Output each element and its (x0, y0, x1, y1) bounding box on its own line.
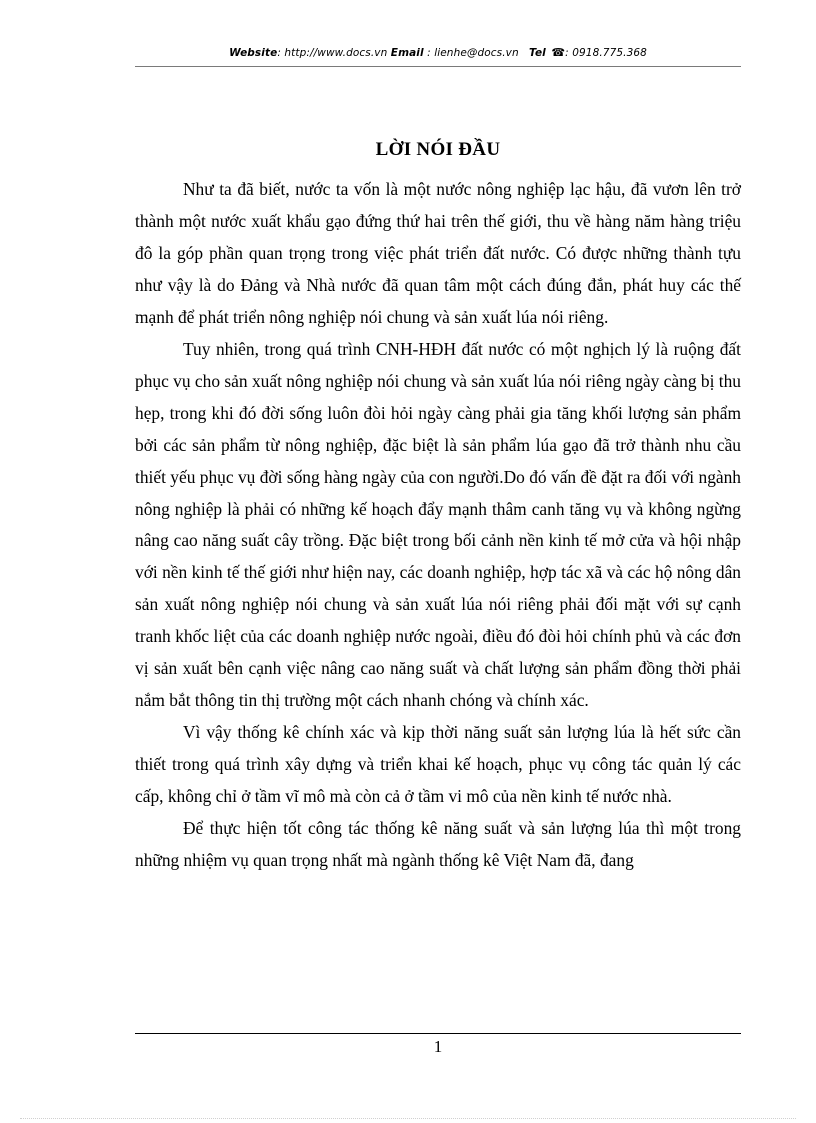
header-divider (135, 66, 741, 67)
paragraph: Tuy nhiên, trong quá trình CNH-HĐH đất nước có một nghịch lý là ruộng đất phục vụ cho sản xuất nông nghiệp nói chung và sản xuất lúa nói riêng ngày càng bị thu hẹp, trong khi đó đời sống luôn đòi hỏi ngày càng phải gia tăng khối lượng sản phẩm bởi các sản phẩm từ nông nghiệp, đặc biệt là sản phẩm lúa gạo đã trở thành nhu cầu thiết yếu phục vụ đời sống hàng ngày của con người.Do đó vấn đề đặt ra đối với ngành nông nghiệp là phải có những kế hoạch đẩy mạnh thâm canh tăng vụ và không ngừng nâng cao năng suất cây trồng. Đặc biệt trong bối cảnh nền kinh tế mở cửa và hội nhập với nền kinh tế thế giới như hiện nay, các doanh nghiệp, hợp tác xã và các hộ nông dân sản xuất nông nghiệp nói chung và sản xuất lúa nói riêng phải đối mặt với sự cạnh tranh khốc liệt của các doanh nghiệp nước ngoài, điều đó đòi hỏi chính phủ và các đơn vị sản xuất bên cạnh việc nâng cao năng suất và chất lượng sản phẩm đồng thời phải nắm bắt thông tin thị trường một cách nhanh chóng và chính xác. (135, 338, 741, 711)
email-label: Email (390, 47, 424, 59)
page-header (135, 46, 741, 59)
document-title: LỜI NÓI ĐẦU (375, 139, 501, 160)
paragraph: Để thực hiện tốt công tác thống kê năng suất và sản lượng lúa thì một trong những nhiệm vụ quan trọng nhất mà ngành thống kê Việt Nam đã, đang (135, 818, 741, 871)
paragraph: Như ta đã biết, nước ta vốn là một nước nông nghiệp lạc hậu, đã vươn lên trở thành một nước xuất khẩu gạo đứng thứ hai trên thế giới, thu về hàng năm hàng triệu đô la góp phần quan trọng trong việc phát triển đất nước. Có được những thành tựu như vậy là do Đảng và Nhà nước đã quan tâm một cách đúng đắn, phát huy các thế mạnh để phát triển nông nghiệp nói chung và sản xuất lúa nói riêng. (135, 179, 741, 327)
paragraph: Vì vậy thống kê chính xác và kịp thời năng suất sản lượng lúa là hết sức cần thiết trong quá trình xây dựng và triển khai kế hoạch, phục vụ công tác quản lý các cấp, không chỉ ở tầm vĩ mô mà còn cả ở tầm vi mô của nền kinh tế nước nhà. (135, 722, 741, 807)
website-value: : http://www.docs.vn (277, 47, 388, 59)
telephone-icon: ☎ (551, 46, 566, 59)
email-value: : lienhe@docs.vn (423, 47, 519, 59)
tel-value: : 0918.775.368 (565, 47, 647, 59)
document-body (135, 174, 741, 877)
page-number: 1 (433, 1037, 443, 1056)
footer-divider (135, 1033, 741, 1034)
website-label: Website (229, 47, 278, 59)
page-edge-divider (20, 1118, 796, 1119)
tel-label: Tel (529, 47, 546, 59)
